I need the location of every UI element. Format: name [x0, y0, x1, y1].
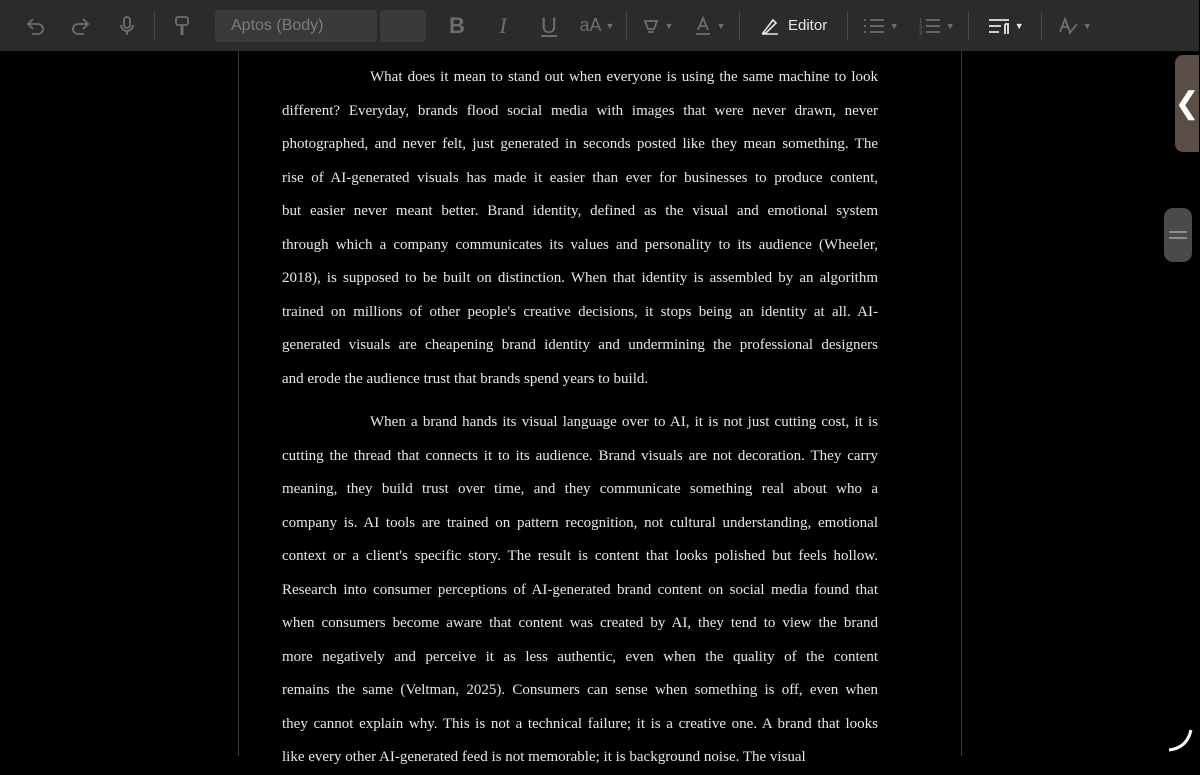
text-line: when consumers become aware that content was created by AI, they tend to view the brand: [282, 615, 878, 631]
text-line: photographed, and never felt, just generated in seconds posted like they mean something. The: [282, 136, 878, 152]
editor-button[interactable]: [744, 16, 843, 36]
text-line: 2018), is supposed to be built on distinction. When that identity is assembled by an algorithm: [282, 270, 878, 286]
underline-icon[interactable]: U: [541, 12, 557, 38]
svg-text:3: 3: [918, 30, 923, 37]
text-line: meaning, they build trust over time, and they communicate something real about who a: [282, 481, 878, 497]
text-line: remains the same (Veltman, 2025). Consumers can sense when something is off, even when: [282, 682, 878, 698]
text-line: but easier never meant better. Brand identity, defined as the visual and emotional system: [282, 203, 878, 219]
format-painter-icon[interactable]: [159, 0, 205, 51]
bullets-icon[interactable]: [852, 0, 908, 51]
numbering-icon[interactable]: [908, 0, 964, 51]
toolbar-separator: [968, 12, 969, 40]
text-line: they cannot explain why. This is not a technical failure; it is a creative one. A brand that looks: [282, 715, 878, 732]
resize-corner-icon[interactable]: [1165, 724, 1193, 752]
svg-text:2: 2: [918, 24, 923, 31]
toolbar-separator: [847, 12, 848, 40]
text-line: Research into consumer perceptions of AI-generated brand content on social media found that: [282, 581, 878, 598]
paragraph-2: [282, 406, 878, 775]
undo-icon[interactable]: [12, 0, 58, 51]
editor-label: Editor: [788, 17, 828, 34]
paragraph-1: [282, 61, 878, 396]
text-line: different? Everyday, brands flood social media with images that were never drawn, never: [282, 102, 878, 119]
font-name-value: Aptos (Body): [231, 16, 324, 34]
paragraph-text: [282, 61, 878, 396]
chevron-down-icon: ▼: [605, 20, 615, 31]
redo-icon[interactable]: [58, 0, 104, 51]
text-line: and erode the audience trust that brands spend years to build.: [282, 370, 649, 387]
text-line: What does it mean to stand out when everyone is using the same machine to look: [370, 69, 878, 85]
grip-icon: [1169, 231, 1187, 233]
font-size-field[interactable]: [380, 10, 426, 42]
text-line: like every other AI-generated feed is not memorable; it is background noise. The visual: [282, 749, 806, 765]
chevron-down-icon: ▼: [664, 20, 674, 31]
document-page[interactable]: [238, 51, 962, 765]
text-line: context or a client's specific story. The result is content that looks polished but feels hollow.: [282, 548, 878, 564]
font-name-field[interactable]: [215, 10, 377, 42]
paragraph-icon[interactable]: [973, 0, 1037, 51]
chevron-down-icon: ▼: [945, 20, 955, 31]
bold-icon[interactable]: B: [449, 12, 465, 38]
chevron-left-icon: ❮: [1174, 87, 1200, 120]
svg-text:1: 1: [918, 18, 923, 25]
text-line: When a brand hands its visual language over to AI, it is not just cutting cost, it is: [370, 414, 878, 430]
chevron-down-icon: ▼: [716, 20, 726, 31]
toolbar-separator: [626, 12, 627, 40]
styles-icon[interactable]: [1046, 0, 1102, 51]
text-line: rise of AI-generated visuals has made it easier than ever for businesses to produce content,: [282, 169, 878, 186]
chevron-down-icon: ▼: [889, 20, 899, 31]
scroll-handle[interactable]: [1164, 208, 1192, 262]
side-panel-handle[interactable]: [1175, 55, 1199, 152]
text-line: through which a company communicates its values and personality to its audience (Wheeler,: [282, 236, 878, 253]
font-color-icon[interactable]: [683, 0, 735, 51]
font-size-icon[interactable]: aA ▼: [579, 15, 615, 35]
chevron-down-icon: ▼: [1014, 20, 1024, 31]
text-line: more negatively and perceive it as less authentic, even when the quality of the content: [282, 648, 878, 665]
italic-icon[interactable]: I: [499, 12, 507, 38]
ribbon-toolbar: [0, 0, 1199, 51]
paragraph-text: [282, 406, 878, 775]
highlight-icon[interactable]: [631, 0, 683, 51]
microphone-icon[interactable]: [104, 0, 150, 51]
toolbar-separator: [154, 12, 155, 40]
chevron-down-icon: ▼: [1082, 20, 1092, 31]
toolbar-separator: [739, 12, 740, 40]
text-line: company is. AI tools are trained on pattern recognition, not cultural understanding, emotional: [282, 514, 878, 531]
text-line: trained on millions of other people's creative decisions, it stops being an identity at all. AI-: [282, 303, 878, 320]
text-line: cutting the thread that connects it to its audience. Brand visuals are not decoration. They carry: [282, 447, 878, 464]
toolbar-separator: [1041, 12, 1042, 40]
editor-icon: [760, 16, 780, 36]
text-line: generated visuals are cheapening brand identity and undermining the professional designers: [282, 337, 878, 353]
